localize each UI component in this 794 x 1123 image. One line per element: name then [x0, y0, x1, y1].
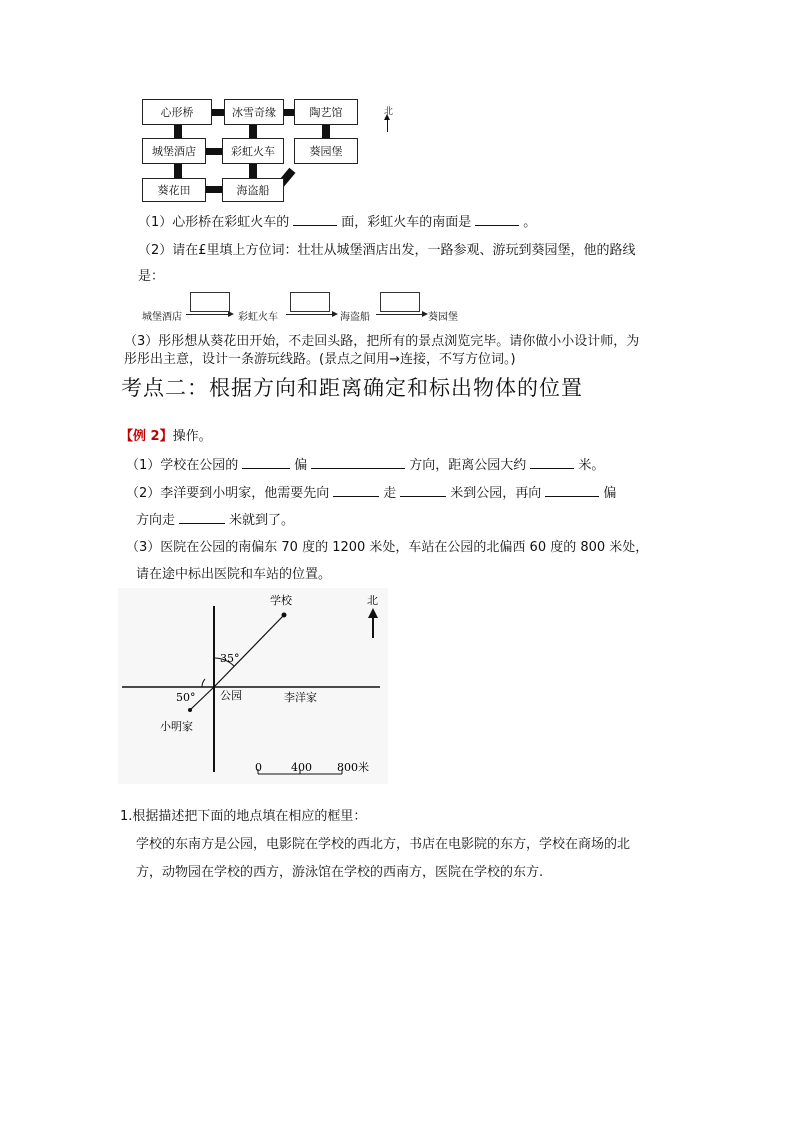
- north-label: 北: [384, 107, 394, 117]
- map-box-chengbao: 城堡酒店: [142, 138, 206, 164]
- route-arrow: [376, 314, 422, 315]
- school-point: [282, 613, 287, 618]
- answer-blank[interactable]: [530, 456, 574, 469]
- q1-line1-a: （1）心形桥在彩虹火车的: [138, 215, 290, 230]
- map-box-kuihuatian: 葵花田: [142, 178, 206, 202]
- connector: [249, 124, 257, 138]
- route-answer-box[interactable]: [290, 292, 330, 312]
- example-line3: [136, 511, 294, 530]
- example-title: [120, 428, 212, 446]
- answer-blank[interactable]: [311, 456, 405, 469]
- map-box-taoyiguan: 陶艺馆: [294, 99, 358, 125]
- route-end: 葵园堡: [428, 312, 458, 323]
- example-tag: 【例 2】: [120, 429, 173, 444]
- north-label: 北: [367, 594, 378, 607]
- example-line2: [126, 484, 616, 503]
- route-answer-box[interactable]: [190, 292, 230, 312]
- ex-l1-c: 方向，距离公园大约: [409, 458, 527, 473]
- ex-l1-b: 偏: [294, 458, 308, 473]
- answer-blank[interactable]: [179, 511, 225, 524]
- ex-l2-c: 米到公园，再向: [450, 486, 542, 501]
- map-box-xinxingqiao: 心形桥: [142, 99, 212, 125]
- task1-paragraph-1: 学校的东南方是公园，电影院在学校的西北方，书店在电影院的东方，学校在商场的北: [136, 837, 631, 852]
- task1-title: 1.根据描述把下面的地点填在相应的框里：: [120, 809, 367, 824]
- ex-l3-b: 米就到了。: [229, 513, 295, 528]
- example-line4: （3）医院在公园的南偏东 70 度的 1200 米处，车站在公园的北偏西 60 度的 800 米处，: [126, 540, 649, 555]
- ex-l2-a: （2）李洋要到小明家，他需要先向: [126, 486, 330, 501]
- example-line5: 请在途中标出医院和车站的位置。: [136, 567, 332, 582]
- location-map: [118, 588, 388, 784]
- q1-line3: 是：: [138, 269, 165, 284]
- map-box-kuiyuanbao: 葵园堡: [294, 138, 358, 164]
- section-heading: 考点二：根据方向和距离确定和标出物体的位置: [121, 376, 583, 400]
- north-arrow-icon: [387, 118, 388, 132]
- xiaoming-point: [188, 708, 192, 712]
- scale-label-800: 800米: [337, 761, 369, 774]
- task1-paragraph-2: 方，动物园在学校的西方，游泳馆在学校的西南方，医院在学校的东方.: [136, 865, 544, 880]
- q1-line1: [138, 213, 536, 232]
- ex-l1-a: （1）学校在公园的: [126, 458, 239, 473]
- ex-l1-d: 米。: [578, 458, 605, 473]
- answer-blank[interactable]: [475, 213, 519, 226]
- route-arrow: [286, 314, 332, 315]
- connector: [174, 124, 182, 138]
- ex-l2-b: 走: [383, 486, 397, 501]
- answer-blank[interactable]: [400, 484, 446, 497]
- map-background: [118, 588, 388, 784]
- route-start: 城堡酒店: [142, 312, 182, 323]
- connector: [174, 164, 182, 178]
- park-label: 公园: [220, 689, 242, 702]
- answer-blank[interactable]: [242, 456, 290, 469]
- answer-blank[interactable]: [333, 484, 379, 497]
- map-box-caihong: 彩虹火车: [222, 138, 284, 164]
- route-mid-2: 海盗船: [340, 312, 370, 323]
- arrow-head-icon: [332, 311, 338, 317]
- q1-line2: （2）请在£里填上方位词：壮壮从城堡酒店出发，一路参观、游玩到葵园堡，他的路线: [138, 243, 636, 258]
- answer-blank[interactable]: [293, 213, 337, 226]
- q1-line1-c: 。: [523, 215, 537, 230]
- example-title-text: 操作。: [172, 429, 212, 444]
- park-map: [136, 92, 398, 204]
- xiaoming-label: 小明家: [160, 720, 193, 733]
- route-answer-box[interactable]: [380, 292, 420, 312]
- ex-l3-a: 方向走: [136, 513, 176, 528]
- map-box-bingxue: 冰雪奇缘: [224, 99, 284, 125]
- angle-35-label: 35°: [220, 652, 240, 665]
- route-mid-1: 彩虹火车: [238, 312, 278, 323]
- map-box-haidaochuan: 海盗船: [222, 178, 284, 202]
- route-arrow: [186, 314, 228, 315]
- route-diagram: [140, 290, 460, 326]
- connector: [322, 124, 330, 138]
- lixiang-label: 李洋家: [284, 691, 317, 704]
- example-line1: [126, 456, 604, 475]
- scale-label-400: 400: [291, 761, 312, 774]
- school-label: 学校: [270, 594, 292, 607]
- north-arrow-head-icon: [384, 114, 390, 120]
- angle-50-label: 50°: [176, 691, 196, 704]
- connector: [249, 164, 257, 178]
- q1-line4: （3）彤彤想从葵花田开始，不走回头路，把所有的景点浏览完毕。请你做小小设计师，为: [124, 334, 640, 349]
- q1-line5: 彤彤出主意，设计一条游玩线路。(景点之间用→连接，不写方位词。): [124, 352, 516, 367]
- q1-line1-b: 面，彩虹火车的南面是: [341, 215, 472, 230]
- answer-blank[interactable]: [545, 484, 599, 497]
- ex-l2-d: 偏: [603, 486, 617, 501]
- scale-label-0: 0: [255, 761, 262, 774]
